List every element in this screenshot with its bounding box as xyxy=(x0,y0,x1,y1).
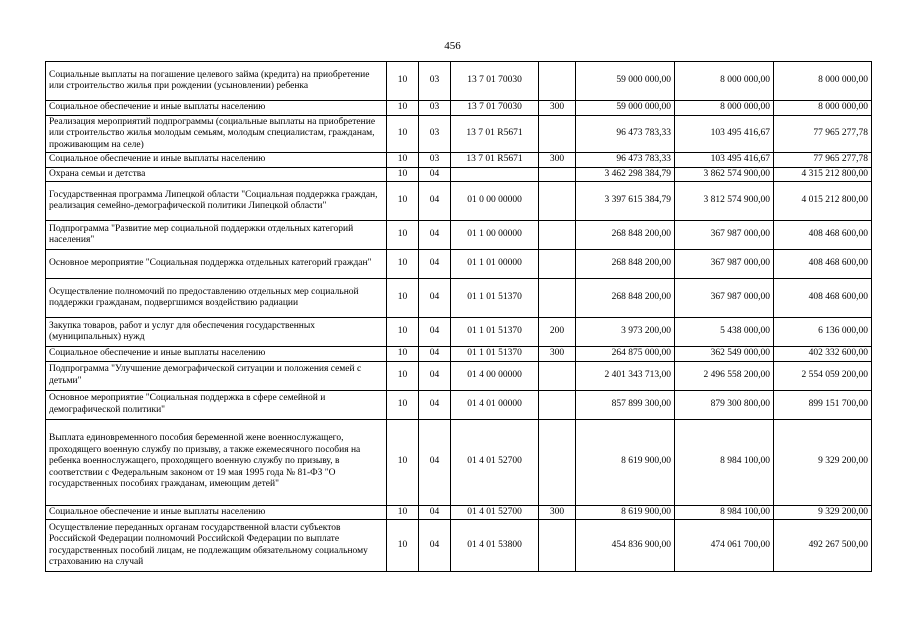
cell-v3: 77 965 277,78 xyxy=(774,153,872,168)
cell-rz: 10 xyxy=(387,419,419,505)
table-row xyxy=(46,279,872,318)
cell-csr xyxy=(451,167,539,182)
cell-rz: 10 xyxy=(387,62,419,101)
cell-name: Социальное обеспечение и иные выплаты населению xyxy=(46,505,387,520)
cell-name: Подпрограмма "Развитие мер социальной поддержки отдельных категорий населения" xyxy=(46,221,387,250)
cell-v2: 474 061 700,00 xyxy=(675,520,774,572)
cell-pr: 04 xyxy=(419,182,451,221)
cell-vr: 300 xyxy=(539,505,576,520)
table-row xyxy=(46,221,872,250)
cell-name: Реализация мероприятий подпрограммы (социальные выплаты на приобретение или строительство жилья молодым семьям, молодым специалистам, гражданам, проживающим на селе) xyxy=(46,115,387,153)
cell-csr: 01 4 01 52700 xyxy=(451,505,539,520)
cell-v1: 3 397 615 384,79 xyxy=(576,182,675,221)
cell-csr: 13 7 01 70030 xyxy=(451,62,539,101)
cell-csr: 01 4 01 53800 xyxy=(451,520,539,572)
cell-v3: 4 315 212 800,00 xyxy=(774,167,872,182)
table-row xyxy=(46,153,872,168)
cell-name: Осуществление переданных органам государственной власти субъектов Российской Федерации полномочий Российской Федерации по выплате государственных пособий лицам, не подлежащим обязательному социальному страхованию на случай xyxy=(46,520,387,572)
cell-rz: 10 xyxy=(387,318,419,347)
table-row xyxy=(46,419,872,505)
cell-v2: 103 495 416,67 xyxy=(675,115,774,153)
cell-v2: 5 438 000,00 xyxy=(675,318,774,347)
cell-v2: 103 495 416,67 xyxy=(675,153,774,168)
cell-v2: 3 812 574 900,00 xyxy=(675,182,774,221)
cell-v1: 8 619 900,00 xyxy=(576,419,675,505)
cell-rz: 10 xyxy=(387,250,419,279)
cell-rz: 10 xyxy=(387,167,419,182)
cell-v1: 59 000 000,00 xyxy=(576,62,675,101)
cell-v1: 3 973 200,00 xyxy=(576,318,675,347)
cell-csr: 01 1 01 51370 xyxy=(451,318,539,347)
cell-vr xyxy=(539,361,576,390)
cell-name: Закупка товаров, работ и услуг для обеспечения государственных (муниципальных) нужд xyxy=(46,318,387,347)
cell-vr: 300 xyxy=(539,101,576,116)
cell-csr: 13 7 01 70030 xyxy=(451,101,539,116)
cell-vr xyxy=(539,167,576,182)
table-body xyxy=(46,62,872,572)
cell-csr: 01 4 01 00000 xyxy=(451,390,539,419)
cell-rz: 10 xyxy=(387,361,419,390)
cell-csr: 01 1 01 51370 xyxy=(451,279,539,318)
cell-pr: 04 xyxy=(419,318,451,347)
cell-v2: 8 984 100,00 xyxy=(675,505,774,520)
cell-v3: 4 015 212 800,00 xyxy=(774,182,872,221)
table-row xyxy=(46,347,872,362)
cell-csr: 01 4 00 00000 xyxy=(451,361,539,390)
table-row xyxy=(46,101,872,116)
cell-v1: 454 836 900,00 xyxy=(576,520,675,572)
cell-v3: 2 554 059 200,00 xyxy=(774,361,872,390)
cell-name: Основное мероприятие "Социальная поддержка в сфере семейной и демографической политики" xyxy=(46,390,387,419)
cell-csr: 13 7 01 R5671 xyxy=(451,153,539,168)
cell-rz: 10 xyxy=(387,279,419,318)
cell-pr: 04 xyxy=(419,347,451,362)
cell-pr: 04 xyxy=(419,505,451,520)
cell-csr: 01 0 00 00000 xyxy=(451,182,539,221)
cell-v1: 59 000 000,00 xyxy=(576,101,675,116)
cell-v1: 8 619 900,00 xyxy=(576,505,675,520)
cell-pr: 04 xyxy=(419,279,451,318)
cell-v3: 492 267 500,00 xyxy=(774,520,872,572)
cell-rz: 10 xyxy=(387,182,419,221)
table-row xyxy=(46,361,872,390)
cell-rz: 10 xyxy=(387,390,419,419)
cell-v3: 408 468 600,00 xyxy=(774,221,872,250)
cell-v2: 367 987 000,00 xyxy=(675,250,774,279)
cell-rz: 10 xyxy=(387,520,419,572)
cell-v2: 2 496 558 200,00 xyxy=(675,361,774,390)
budget-table xyxy=(45,61,872,572)
cell-pr: 03 xyxy=(419,115,451,153)
cell-pr: 03 xyxy=(419,62,451,101)
table-row xyxy=(46,182,872,221)
cell-pr: 04 xyxy=(419,221,451,250)
cell-v1: 96 473 783,33 xyxy=(576,115,675,153)
cell-pr: 03 xyxy=(419,153,451,168)
cell-v1: 264 875 000,00 xyxy=(576,347,675,362)
cell-v3: 9 329 200,00 xyxy=(774,419,872,505)
cell-v1: 857 899 300,00 xyxy=(576,390,675,419)
cell-pr: 04 xyxy=(419,167,451,182)
cell-name: Охрана семьи и детства xyxy=(46,167,387,182)
cell-pr: 04 xyxy=(419,520,451,572)
cell-v2: 8 000 000,00 xyxy=(675,101,774,116)
cell-pr: 04 xyxy=(419,390,451,419)
cell-csr: 01 1 00 00000 xyxy=(451,221,539,250)
table-row xyxy=(46,505,872,520)
cell-v3: 6 136 000,00 xyxy=(774,318,872,347)
cell-vr xyxy=(539,115,576,153)
cell-v2: 8 984 100,00 xyxy=(675,419,774,505)
cell-v1: 96 473 783,33 xyxy=(576,153,675,168)
cell-rz: 10 xyxy=(387,153,419,168)
cell-pr: 04 xyxy=(419,250,451,279)
cell-csr: 13 7 01 R5671 xyxy=(451,115,539,153)
cell-v3: 408 468 600,00 xyxy=(774,250,872,279)
table-row xyxy=(46,318,872,347)
table-row xyxy=(46,250,872,279)
cell-rz: 10 xyxy=(387,505,419,520)
cell-rz: 10 xyxy=(387,115,419,153)
cell-v3: 402 332 600,00 xyxy=(774,347,872,362)
cell-name: Подпрограмма "Улучшение демографической ситуации и положения семей с детьми" xyxy=(46,361,387,390)
cell-v3: 8 000 000,00 xyxy=(774,101,872,116)
cell-csr: 01 1 01 51370 xyxy=(451,347,539,362)
cell-vr xyxy=(539,182,576,221)
cell-v3: 8 000 000,00 xyxy=(774,62,872,101)
cell-v2: 3 862 574 900,00 xyxy=(675,167,774,182)
cell-v3: 899 151 700,00 xyxy=(774,390,872,419)
cell-v2: 367 987 000,00 xyxy=(675,279,774,318)
cell-name: Социальное обеспечение и иные выплаты населению xyxy=(46,347,387,362)
cell-pr: 03 xyxy=(419,101,451,116)
cell-name: Выплата единовременного пособия беременной жене военнослужащего, проходящего военную службу по призыву, а также ежемесячного пособия на ребенка военнослужащего, проходящего военную службу по призыву, в соответствии с Федеральным законом от 19 мая 1995 года № 81-ФЗ "О государственных пособиях гражданам, имеющим детей" xyxy=(46,419,387,505)
table-row xyxy=(46,390,872,419)
cell-vr xyxy=(539,221,576,250)
table-row xyxy=(46,115,872,153)
cell-v3: 9 329 200,00 xyxy=(774,505,872,520)
cell-v2: 367 987 000,00 xyxy=(675,221,774,250)
cell-rz: 10 xyxy=(387,347,419,362)
cell-vr: 300 xyxy=(539,153,576,168)
cell-vr xyxy=(539,62,576,101)
table-row xyxy=(46,520,872,572)
cell-rz: 10 xyxy=(387,221,419,250)
cell-v1: 3 462 298 384,79 xyxy=(576,167,675,182)
cell-name: Социальные выплаты на погашение целевого займа (кредита) на приобретение или строительство жилья при рождении (усыновлении) ребенка xyxy=(46,62,387,101)
cell-v1: 268 848 200,00 xyxy=(576,250,675,279)
cell-v2: 362 549 000,00 xyxy=(675,347,774,362)
cell-v2: 879 300 800,00 xyxy=(675,390,774,419)
cell-rz: 10 xyxy=(387,101,419,116)
cell-csr: 01 1 01 00000 xyxy=(451,250,539,279)
cell-vr: 200 xyxy=(539,318,576,347)
table-row xyxy=(46,167,872,182)
cell-v1: 268 848 200,00 xyxy=(576,221,675,250)
page-number: 456 xyxy=(444,40,461,52)
cell-name: Социальное обеспечение и иные выплаты населению xyxy=(46,101,387,116)
cell-vr xyxy=(539,390,576,419)
cell-vr xyxy=(539,279,576,318)
cell-vr xyxy=(539,419,576,505)
cell-name: Государственная программа Липецкой области "Социальная поддержка граждан, реализация семейно-демографической политики Липецкой области" xyxy=(46,182,387,221)
cell-v3: 408 468 600,00 xyxy=(774,279,872,318)
cell-pr: 04 xyxy=(419,419,451,505)
cell-v1: 2 401 343 713,00 xyxy=(576,361,675,390)
cell-vr: 300 xyxy=(539,347,576,362)
cell-pr: 04 xyxy=(419,361,451,390)
cell-vr xyxy=(539,520,576,572)
cell-v3: 77 965 277,78 xyxy=(774,115,872,153)
cell-vr xyxy=(539,250,576,279)
cell-name: Социальное обеспечение и иные выплаты населению xyxy=(46,153,387,168)
cell-v1: 268 848 200,00 xyxy=(576,279,675,318)
cell-name: Основное мероприятие "Социальная поддержка отдельных категорий граждан" xyxy=(46,250,387,279)
table-row xyxy=(46,62,872,101)
cell-name: Осуществление полномочий по предоставлению отдельных мер социальной поддержки гражданам, подвергшимся воздействию радиации xyxy=(46,279,387,318)
cell-csr: 01 4 01 52700 xyxy=(451,419,539,505)
cell-v2: 8 000 000,00 xyxy=(675,62,774,101)
